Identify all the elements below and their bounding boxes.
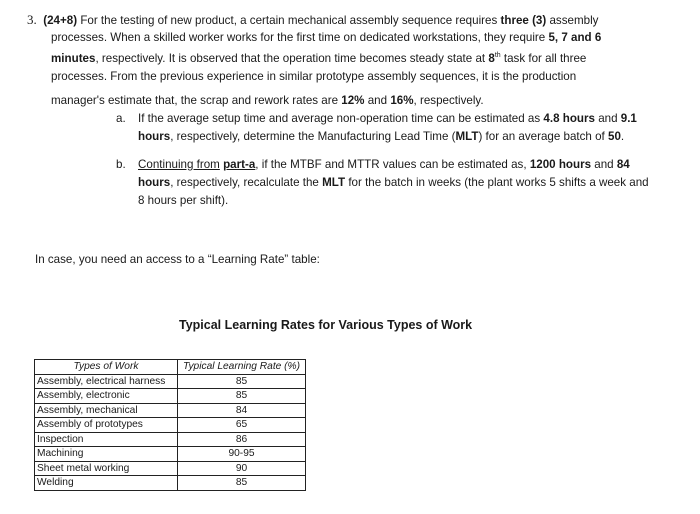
table-row — [35, 403, 306, 418]
learning-rate-cell: 90-95 — [178, 447, 306, 462]
learning-rate-cell: 65 — [178, 418, 306, 433]
stem-text: assembly — [549, 14, 599, 27]
setup-time: 4.8 hours — [543, 112, 595, 125]
part-text: , if the MTBF and MTTR values can be estimated as, — [255, 158, 527, 171]
table-row — [35, 389, 306, 404]
table-caption: Typical Learning Rates for Various Types of Work — [179, 318, 473, 332]
learning-rate-cell: 86 — [178, 432, 306, 447]
work-type-cell: Sheet metal working — [35, 461, 178, 476]
table-row — [35, 461, 306, 476]
minutes-unit: minutes — [51, 51, 96, 65]
learning-rate-cell: 85 — [178, 389, 306, 404]
part-b — [116, 156, 658, 210]
work-type-cell: Inspection — [35, 432, 178, 447]
mlt-term: MLT — [322, 176, 346, 189]
learning-rate-note: In case, you need an access to a “Learning Rate” table: — [35, 253, 320, 266]
header-types-of-work: Types of Work — [35, 360, 178, 375]
question-stem-rates — [51, 92, 651, 110]
part-a-reference: part-a — [223, 158, 256, 171]
part-text: and — [594, 158, 614, 171]
learning-rate-table — [34, 359, 306, 491]
table-row — [35, 447, 306, 462]
work-type-cell: Assembly of prototypes — [35, 418, 178, 433]
table-row — [35, 476, 306, 491]
part-text: ) for an average batch of — [478, 130, 605, 143]
part-text: , respectively, recalculate the — [170, 176, 319, 189]
part-text: . — [620, 130, 625, 143]
stem-text: task for all three — [503, 51, 587, 65]
table-row — [35, 432, 306, 447]
learning-rate-cell: 90 — [178, 461, 306, 476]
work-type-cell: Assembly, mechanical — [35, 403, 178, 418]
learning-rate-cell: 85 — [178, 476, 306, 491]
steady-task: 8 — [488, 51, 495, 65]
header-learning-rate: Typical Learning Rate (%) — [178, 360, 306, 375]
work-type-cell: Assembly, electrical harness — [35, 374, 178, 389]
table-row — [35, 418, 306, 433]
non-operation-time: 9.1 hours — [138, 112, 637, 143]
stem-text: processes. From the previous experience in similar prototype assembly sequences, it is the production — [51, 69, 577, 83]
batch-size: 50 — [608, 130, 621, 143]
process-times: 5, 7 and 6 — [548, 31, 602, 44]
scrap-rate: 12% — [341, 94, 365, 107]
part-a — [116, 110, 658, 146]
part-b-label: b. — [116, 158, 126, 171]
part-text: , respectively, determine the Manufacturing Lead Time ( — [170, 130, 456, 143]
table-header-row — [35, 360, 306, 375]
task-superscript: th — [494, 52, 501, 59]
table-body — [35, 374, 306, 490]
part-a-label: a. — [116, 112, 126, 125]
stem-text: , respectively. — [413, 94, 484, 107]
question-stem — [27, 11, 667, 30]
stem-text: For the testing of new product, a certain mechanical assembly sequence requires — [80, 14, 498, 27]
mttr-value: 84 hours — [138, 158, 630, 189]
part-text: If the average setup time and average non-operation time can be estimated as — [138, 112, 541, 125]
stem-text: and — [367, 94, 388, 107]
part-text: and — [598, 112, 618, 125]
mtbf-value: 1200 hours — [529, 158, 592, 171]
work-type-cell: Welding — [35, 476, 178, 491]
part-text: for the batch in weeks (the plant works 5 shifts a week and 8 hours per shift). — [138, 176, 649, 207]
process-count: three (3) — [500, 14, 547, 27]
rework-rate: 16% — [390, 94, 414, 107]
question-number: 3. — [27, 12, 37, 27]
work-type-cell: Assembly, electronic — [35, 389, 178, 404]
stem-text: processes. When a skilled worker works for the first time on dedicated workstations, they require — [51, 31, 546, 44]
part-text: Continuing from — [138, 158, 220, 171]
work-type-cell: Machining — [35, 447, 178, 462]
table-row — [35, 374, 306, 389]
question-stem-cont — [51, 29, 639, 86]
stem-text: manager's estimate that, the scrap and rework rates are — [51, 94, 339, 107]
stem-text: , respectively. It is observed that the operation time becomes steady state at — [95, 51, 486, 65]
learning-rate-cell: 85 — [178, 374, 306, 389]
learning-rate-cell: 84 — [178, 403, 306, 418]
mlt-term: MLT — [455, 130, 479, 143]
question-marks: (24+8) — [43, 14, 78, 27]
